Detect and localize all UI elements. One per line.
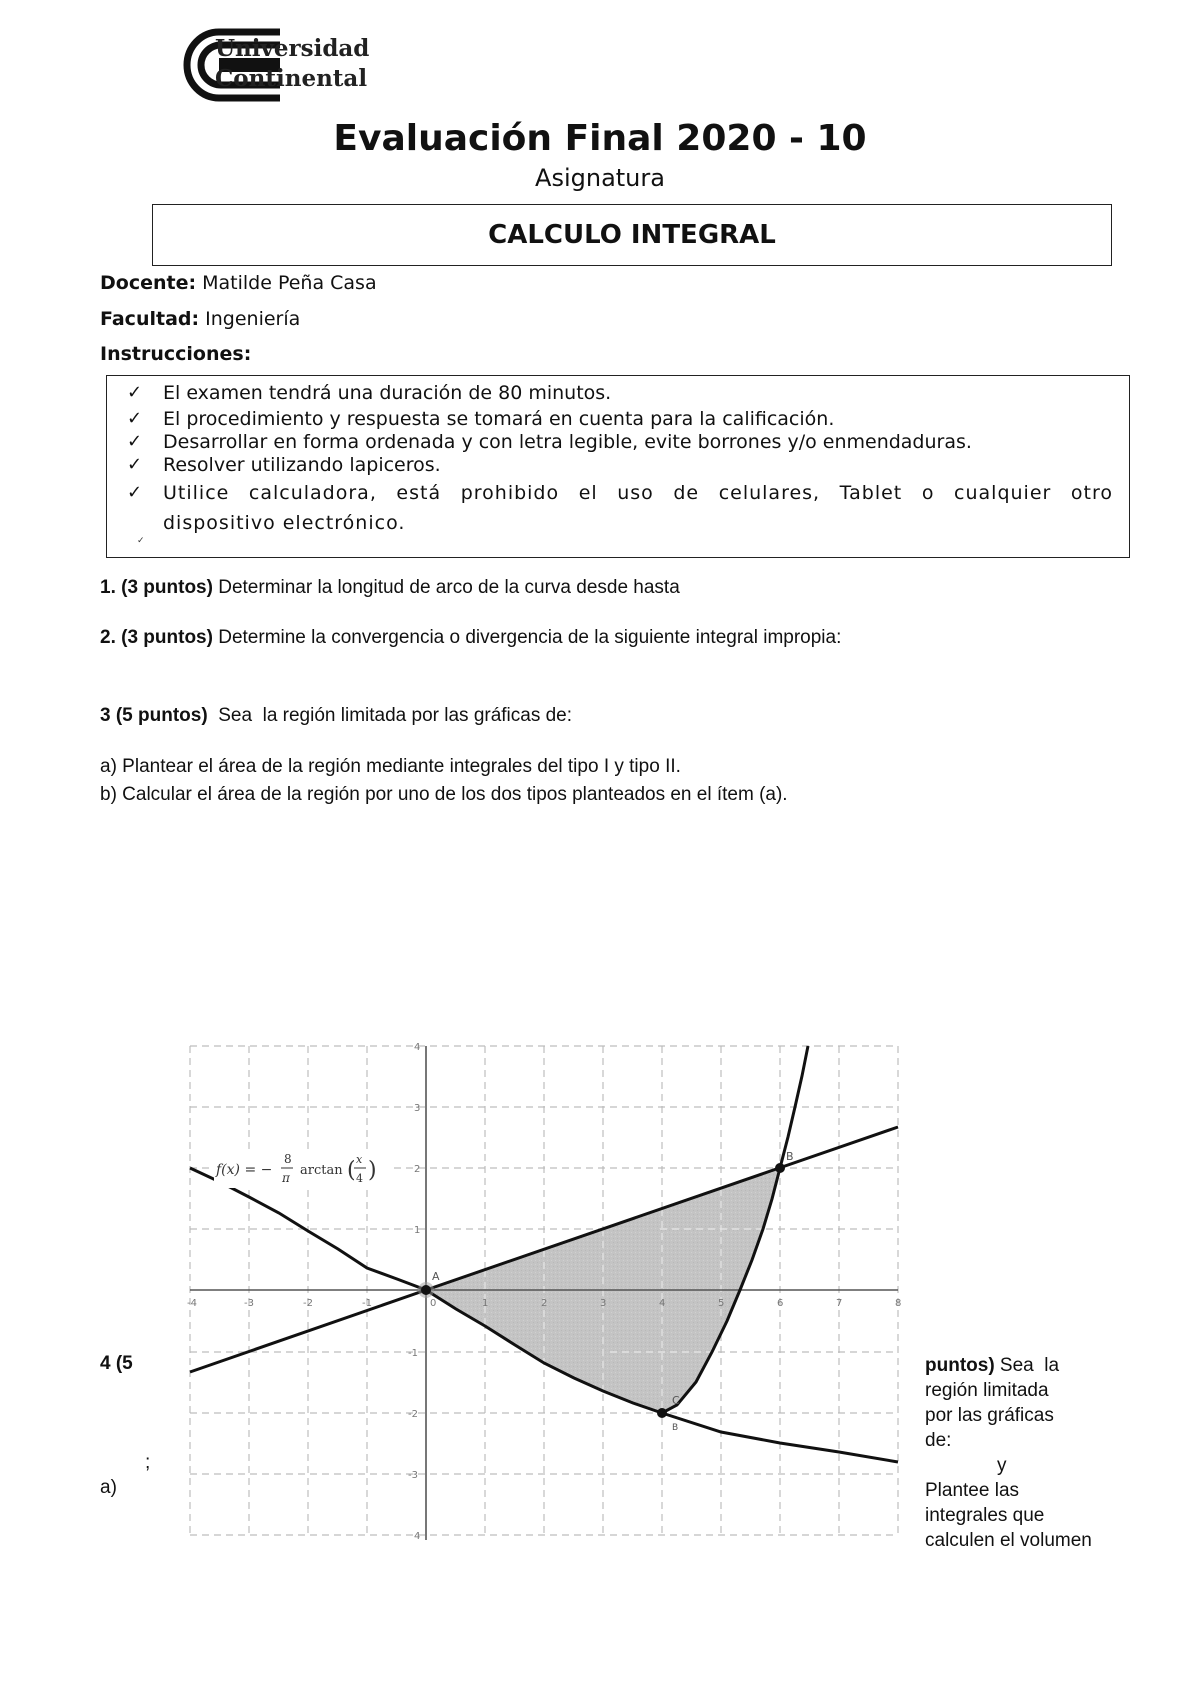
svg-text:B: B — [786, 1150, 794, 1163]
instruction-text: Utilice calculadora, está prohibido el uso de celulares, Tablet o cualquier otro — [163, 482, 1113, 504]
instruction-item — [127, 408, 834, 430]
check-icon: ✓ — [127, 408, 143, 429]
instructions-box — [106, 375, 1130, 558]
question-1 — [100, 577, 680, 599]
x-tick-labels — [187, 1298, 901, 1309]
check-icon: ✓ — [127, 382, 143, 403]
svg-text:A: A — [432, 1270, 440, 1283]
facultad-value: Ingeniería — [205, 308, 301, 330]
instruction-text: El examen tendrá una duración de 80 minutos. — [163, 382, 612, 404]
institution-name — [215, 34, 369, 94]
question-4-label-left: 4 (5 — [100, 1353, 133, 1374]
svg-text:-3: -3 — [408, 1470, 418, 1481]
question-3-text: Sea la región limitada por las gráficas de: — [212, 705, 573, 726]
page-title: Evaluación Final 2020 - 10 — [333, 118, 867, 159]
instruction-item — [127, 454, 441, 476]
svg-text:2: 2 — [414, 1164, 421, 1175]
svg-text:π: π — [282, 1171, 290, 1185]
question-3a: a) Plantear el área de la región mediante integrales del tipo I y tipo II. — [100, 756, 681, 777]
instrucciones-label: Instrucciones: — [100, 343, 252, 365]
svg-text:-4: -4 — [187, 1298, 197, 1309]
svg-text:5: 5 — [718, 1298, 725, 1309]
point-c — [657, 1408, 667, 1418]
facultad-row — [100, 308, 300, 330]
institution-line-2: Continental — [215, 65, 368, 92]
question-4-semicolon: ; — [145, 1452, 151, 1473]
svg-text:1: 1 — [414, 1225, 421, 1236]
point-a — [421, 1285, 431, 1295]
question-4-y-connector: y — [997, 1455, 1007, 1476]
stray-check-icon: ✓ — [137, 536, 145, 546]
facultad-label: Facultad: — [100, 308, 200, 330]
page-subtitle: Asignatura — [535, 164, 665, 192]
instrucciones-row — [100, 343, 251, 365]
question-4-label-right: puntos) — [925, 1355, 995, 1376]
question-2 — [100, 627, 841, 649]
svg-text:-1: -1 — [362, 1298, 372, 1309]
docente-value: Matilde Peña Casa — [202, 272, 377, 294]
instruction-item — [127, 482, 1113, 504]
function-annotation — [214, 1152, 394, 1188]
course-title: CALCULO INTEGRAL — [488, 220, 776, 250]
svg-text:f(x) = −: f(x) = − — [216, 1162, 273, 1178]
question-4-text: puntos) Sea la región limitada por las gráficas de: y Plantee las integrales que calculen el volumen — [925, 1353, 1185, 1553]
svg-text:x: x — [356, 1153, 363, 1166]
svg-text:0: 0 — [430, 1298, 437, 1309]
svg-text:-1: -1 — [408, 1348, 418, 1359]
svg-text:4: 4 — [356, 1172, 363, 1185]
svg-text:(: ( — [347, 1158, 356, 1183]
instruction-text: dispositivo electrónico. — [163, 512, 406, 534]
svg-text:4: 4 — [414, 1531, 421, 1542]
svg-text:8: 8 — [284, 1152, 292, 1166]
svg-text:4: 4 — [414, 1042, 421, 1053]
institution-line-1: Universidad — [215, 35, 370, 62]
svg-text:1: 1 — [482, 1298, 489, 1309]
region-graph — [180, 1036, 940, 1556]
instruction-item-continued — [127, 512, 405, 534]
point-b — [775, 1163, 785, 1173]
course-title-box — [152, 204, 1112, 266]
svg-text:B: B — [672, 1423, 679, 1433]
instruction-text: El procedimiento y respuesta se tomará en cuenta para la calificación. — [163, 408, 835, 430]
docente-label: Docente: — [100, 272, 197, 294]
instruction-text: Desarrollar en forma ordenada y con letra legible, evite borrones y/o enmendaduras. — [163, 431, 972, 453]
check-icon: ✓ — [127, 431, 143, 452]
svg-text:8: 8 — [895, 1298, 902, 1309]
question-1-label: 1. (3 puntos) — [100, 577, 213, 598]
question-2-label: 2. (3 puntos) — [100, 627, 213, 648]
svg-text:-3: -3 — [244, 1298, 254, 1309]
question-3b: b) Calcular el área de la región por uno de los dos tipos planteados en el ítem (a). — [100, 784, 788, 805]
svg-text:-2: -2 — [408, 1409, 418, 1420]
svg-text:3: 3 — [600, 1298, 607, 1309]
svg-text:): ) — [368, 1158, 377, 1183]
instruction-item — [127, 431, 972, 453]
docente-row — [100, 272, 377, 294]
svg-text:6: 6 — [777, 1298, 784, 1309]
svg-text:3: 3 — [414, 1103, 421, 1114]
question-4a-label: a) — [100, 1477, 117, 1498]
svg-text:7: 7 — [836, 1298, 843, 1309]
svg-text:C: C — [672, 1394, 680, 1407]
question-1-text: Determinar la longitud de arco de la curva desde hasta — [218, 577, 680, 598]
question-3-label: 3 (5 puntos) — [100, 705, 208, 726]
instruction-item — [127, 382, 611, 404]
svg-text:2: 2 — [541, 1298, 548, 1309]
check-icon: ✓ — [127, 454, 143, 475]
svg-text:4: 4 — [659, 1298, 666, 1309]
question-3 — [100, 705, 572, 727]
svg-text:arctan: arctan — [300, 1163, 343, 1178]
svg-text:-2: -2 — [303, 1298, 313, 1309]
instruction-text: Resolver utilizando lapiceros. — [163, 454, 441, 476]
question-2-text: Determine la convergencia o divergencia de la siguiente integral impropia: — [218, 627, 842, 648]
check-icon: ✓ — [127, 482, 143, 503]
